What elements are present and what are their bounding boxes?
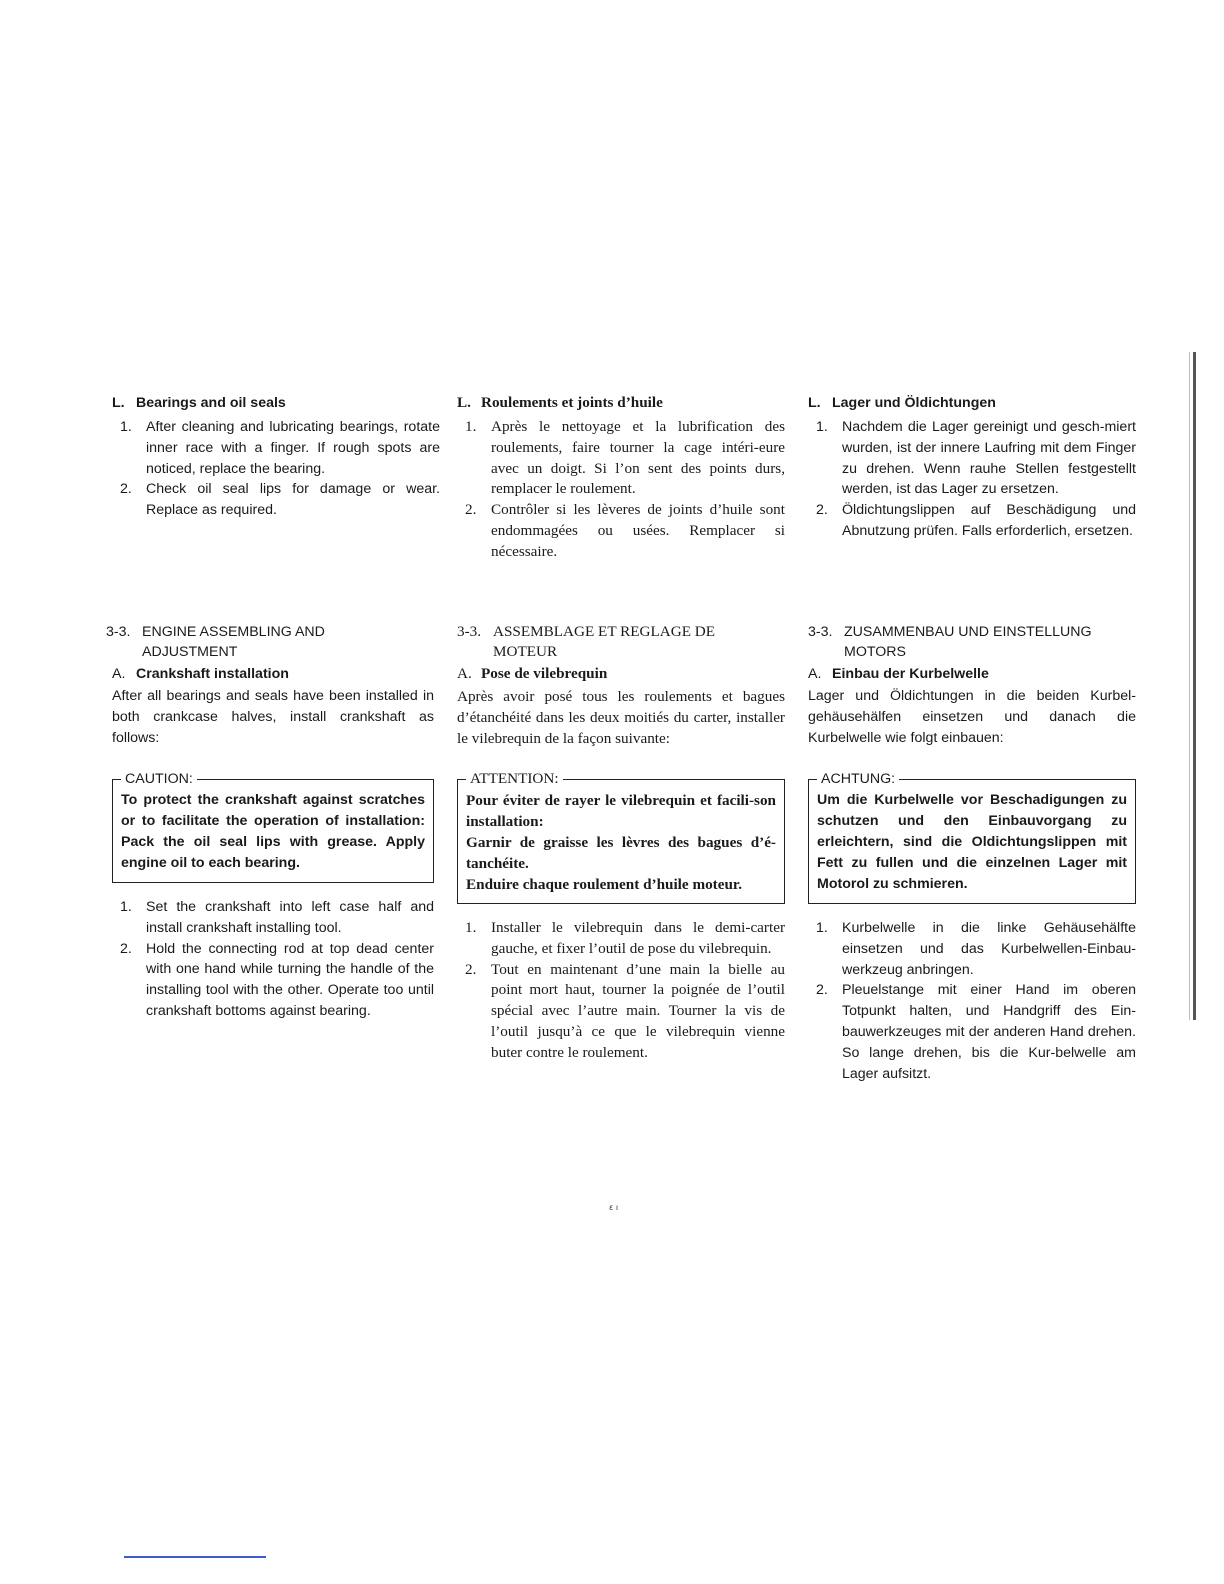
german-bearings-section [808,393,1136,542]
german-engine-assembling-section [808,622,1136,1084]
french-intro-paragraph: Après avoir posé tous les roulements et bagues d’étanchéité dans les deux moitiés du carter, installer le vilebrequin de la façon suivante: [457,688,785,747]
german-caution-text: Um die Kurbelwelle vor Beschadigungen zu schutzen und den Einbauvorgang zu erleichtern, sind die Oldichtungslippen mit Fett zu fullen und die einzelnen Lager mit Motorol zu schmieren. [817,792,1127,892]
english-install-steps [112,897,434,1022]
english-caution-text: To protect the crankshaft against scratches or to facilitate the operation of installation: Pack the oil seal lips with grease. Apply engine oil to each bearing. [121,792,425,871]
german-bearing-steps [808,417,1136,542]
german-intro-paragraph: Lager und Öldichtungen in die beiden Kurbel-gehäusehälfen einsetzen und danach die Kurbelwelle wie folgt einbauen: [808,688,1136,746]
french-caution-line: Pour éviter de rayer le vilebrequin et facili-son installation: [466,792,776,830]
french-section-title: 3-3. ASSEMBLAGE ET REGLAGE DE MOTEUR [457,623,716,660]
english-bearings-section [112,393,440,521]
french-install-steps [457,918,785,1064]
english-caution-box [112,771,434,883]
german-crankshaft-heading: A. Einbau der Kurbelwelle [808,666,989,682]
list-item: 2. Hold the connecting rod at top dead center with one hand while turning the handle of the installing tool with the other. Operate too until crankshaft bottoms against bearing. [120,940,434,1019]
german-install-steps [808,918,1136,1084]
english-crankshaft-heading: A. Crankshaft installation [112,666,289,682]
french-caution-box [457,770,785,904]
page-marks: ε ı [609,1203,619,1212]
french-caution-line: Garnir de graisse les lèvres des bagues d’é-tanchéite. [466,834,776,872]
list-item: 2. Check oil seal lips for damage or wear. Replace as required. [120,481,440,519]
scan-edge-bar [1193,352,1196,1020]
german-subsection-heading: L. Lager und Öldichtungen [808,395,996,411]
list-item: 1. Nachdem die Lager gereinigt und gesch-miert wurden, ist der innere Laufring mit dem Finger zu drehen. Wenn rauhe Stellen festgestellt werden, ist das Lager zu ersetzen. [816,419,1136,498]
english-engine-assembling-section [106,622,434,1022]
english-bearing-steps [112,417,440,521]
list-item: 2. Contrôler si les lèveres de joints d’huile sont endommagées ou usées. Remplacer si nécessaire. [465,501,785,560]
list-item: 1. After cleaning and lubricating bearings, rotate inner race with a finger. If rough spots are noticed, replace the bearing. [120,419,440,477]
english-subsection-heading: L. Bearings and oil seals [112,395,286,411]
list-item: 1. Set the crankshaft into left case half and install crankshaft installing tool. [120,899,434,936]
french-crankshaft-heading: A. Pose de vilebrequin [457,665,608,682]
english-section-title: 3-3. ENGINE ASSEMBLING AND ADJUSTMENT [106,624,325,660]
french-engine-assembling-section [457,622,785,1064]
list-item: 2. Öldichtungslippen auf Beschädigung und Abnutzung prüfen. Falls erforderlich, ersetzen. [816,502,1136,539]
english-caution-label: CAUTION: [121,769,197,789]
french-caution-label: ATTENTION: [466,769,563,789]
blue-underline-mark [124,1556,266,1558]
french-subsection-heading: L. Roulements et joints d’huile [457,394,663,411]
list-item: 2. Pleuelstange mit einer Hand im oberen Totpunkt halten, und Handgriff des Ein-bauwerkzeuges mit der anderen Hand drehen. So lange drehen, bis die Kur-belwelle am Lager aufsitzt. [816,982,1136,1082]
german-caution-label: ACHTUNG: [817,769,899,789]
list-item: 2. Tout en maintenant d’une main la bielle au point mort haut, tourner la poignée de l’outil spécial avec l’autre main. Tourner la vis de l’outil jusqu’à ce que le vilebrequin vienne buter contre le roulement. [465,960,785,1061]
list-item: 1. Après le nettoyage et la lubrification des roulements, faire tourner la cage intéri-eure avec un doigt. Si l’on sent des points durs, remplacer le roulement. [465,418,785,498]
list-item: 1. Installer le vilebrequin dans le demi-carter gauche, et fixer l’outil de pose du vilebrequin. [465,919,785,957]
french-bearing-steps [457,417,785,563]
german-caution-box [808,771,1136,904]
scan-edge-shadow [1189,352,1190,1020]
list-item: 1. Kurbelwelle in die linke Gehäusehälfte einsetzen und das Kurbelwellen-Einbau-werkzeug anbringen. [816,920,1136,978]
english-intro-paragraph: After all bearings and seals have been installed in both crankcase halves, install crankshaft as follows: [112,688,434,746]
french-caution-line: Enduire chaque roulement d’huile moteur. [466,876,743,893]
german-section-title: 3-3. ZUSAMMENBAU UND EINSTELLUNG MOTORS [808,624,1092,660]
french-bearings-section [457,393,785,563]
